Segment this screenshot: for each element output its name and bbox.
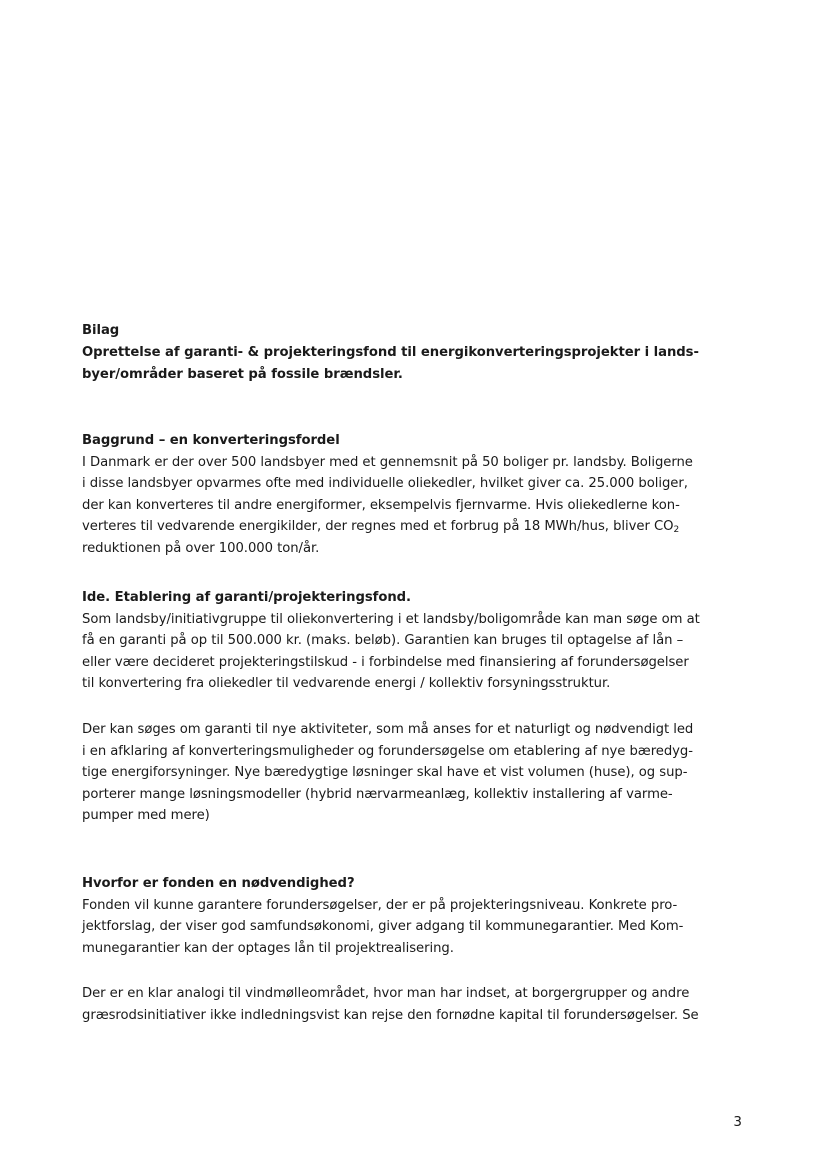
paragraph-line: Som landsby/initiativgruppe til oliekonvertering i et landsby/boligområde kan man søge om at [82,611,700,627]
co2-subscript: 2 [673,525,680,535]
co2-line-text: verteres til vedvarende energikilder, der regnes med et forbrug på 18 MWh/hus, bliver CO [82,519,674,534]
paragraph-line: tige energiforsyninger. Nye bæredygtige løsninger skal have et vist volumen (huse), og sup- [82,765,688,780]
appendix-label: Bilag [82,323,120,338]
title-block [82,320,746,386]
paragraph-line: reduktionen på over 100.000 ton/år. [82,540,320,556]
section-heading: Ide. Etablering af garanti/projekteringsfond. [82,590,412,605]
section-heading: Hvorfor er fonden en nødvendighed? [82,876,355,891]
paragraph-line: porterer mange løsningsmodeller (hybrid nærvarmeanlæg, kollektiv installering af varme- [82,786,673,802]
paragraph-line: munegarantier kan der optages lån til projektrealisering. [82,940,454,956]
paragraph-line: Fonden vil kunne garantere forundersøgelser, der er på projekteringsniveau. Konkrete pro- [82,897,678,913]
paragraph-line: til konvertering fra oliekedler til vedvarende energi / kollektiv forsyningsstruktur. [82,676,611,691]
paragraph-line: Der er en klar analogi til vindmølleområdet, hvor man har indset, at borgergrupper og andre [82,986,690,1001]
paragraph-line: pumper med mere) [82,808,210,823]
section-background [82,430,746,559]
paragraph-line: i en afklaring af konverteringsmuligheder og forundersøgelse om etablering af nye bæredyg- [82,743,693,759]
section-guarantee-activities [82,719,746,827]
paragraph-line: eller være decideret projekteringstilskud - i forbindelse med finansiering af forundersøgelser [82,654,689,670]
paragraph-line-co2 [82,516,746,538]
paragraph-line: Der kan søges om garanti til nye aktiviteter, som må anses for et naturligt og nødvendigt led [82,722,694,737]
section-idea [82,587,746,695]
paragraph-line: I Danmark er der over 500 landsbyer med et gennemsnit på 50 boliger pr. landsby. Boligerne [82,454,693,470]
document-title-line-2: byer/områder baseret på fossile brændsler. [82,367,403,382]
paragraph-line: jektforslag, der viser god samfundsøkonomi, giver adgang til kommunegarantier. Med Kom- [82,919,684,934]
section-heading: Baggrund – en konverteringsfordel [82,433,340,448]
section-why-fund [82,873,746,959]
paragraph-line: der kan konverteres til andre energiformer, eksempelvis fjernvarme. Hvis oliekedlerne kon- [82,497,680,513]
paragraph-line: i disse landsbyer opvarmes ofte med individuelle oliekedler, hvilket giver ca. 25.000 boliger, [82,476,688,491]
document-title-line-1: Oprettelse af garanti- & projekteringsfond til energikonverteringsprojekter i lands- [82,345,699,360]
page-number: 3 [733,1114,742,1130]
paragraph-line: få en garanti på op til 500.000 kr. (maks. beløb). Garantien kan bruges til optagelse af lån – [82,633,684,648]
section-wind-analogy [82,983,746,1026]
paragraph-line: græsrodsinitiativer ikke indledningsvist kan rejse den fornødne kapital til forundersøgelser. Se [82,1007,699,1023]
